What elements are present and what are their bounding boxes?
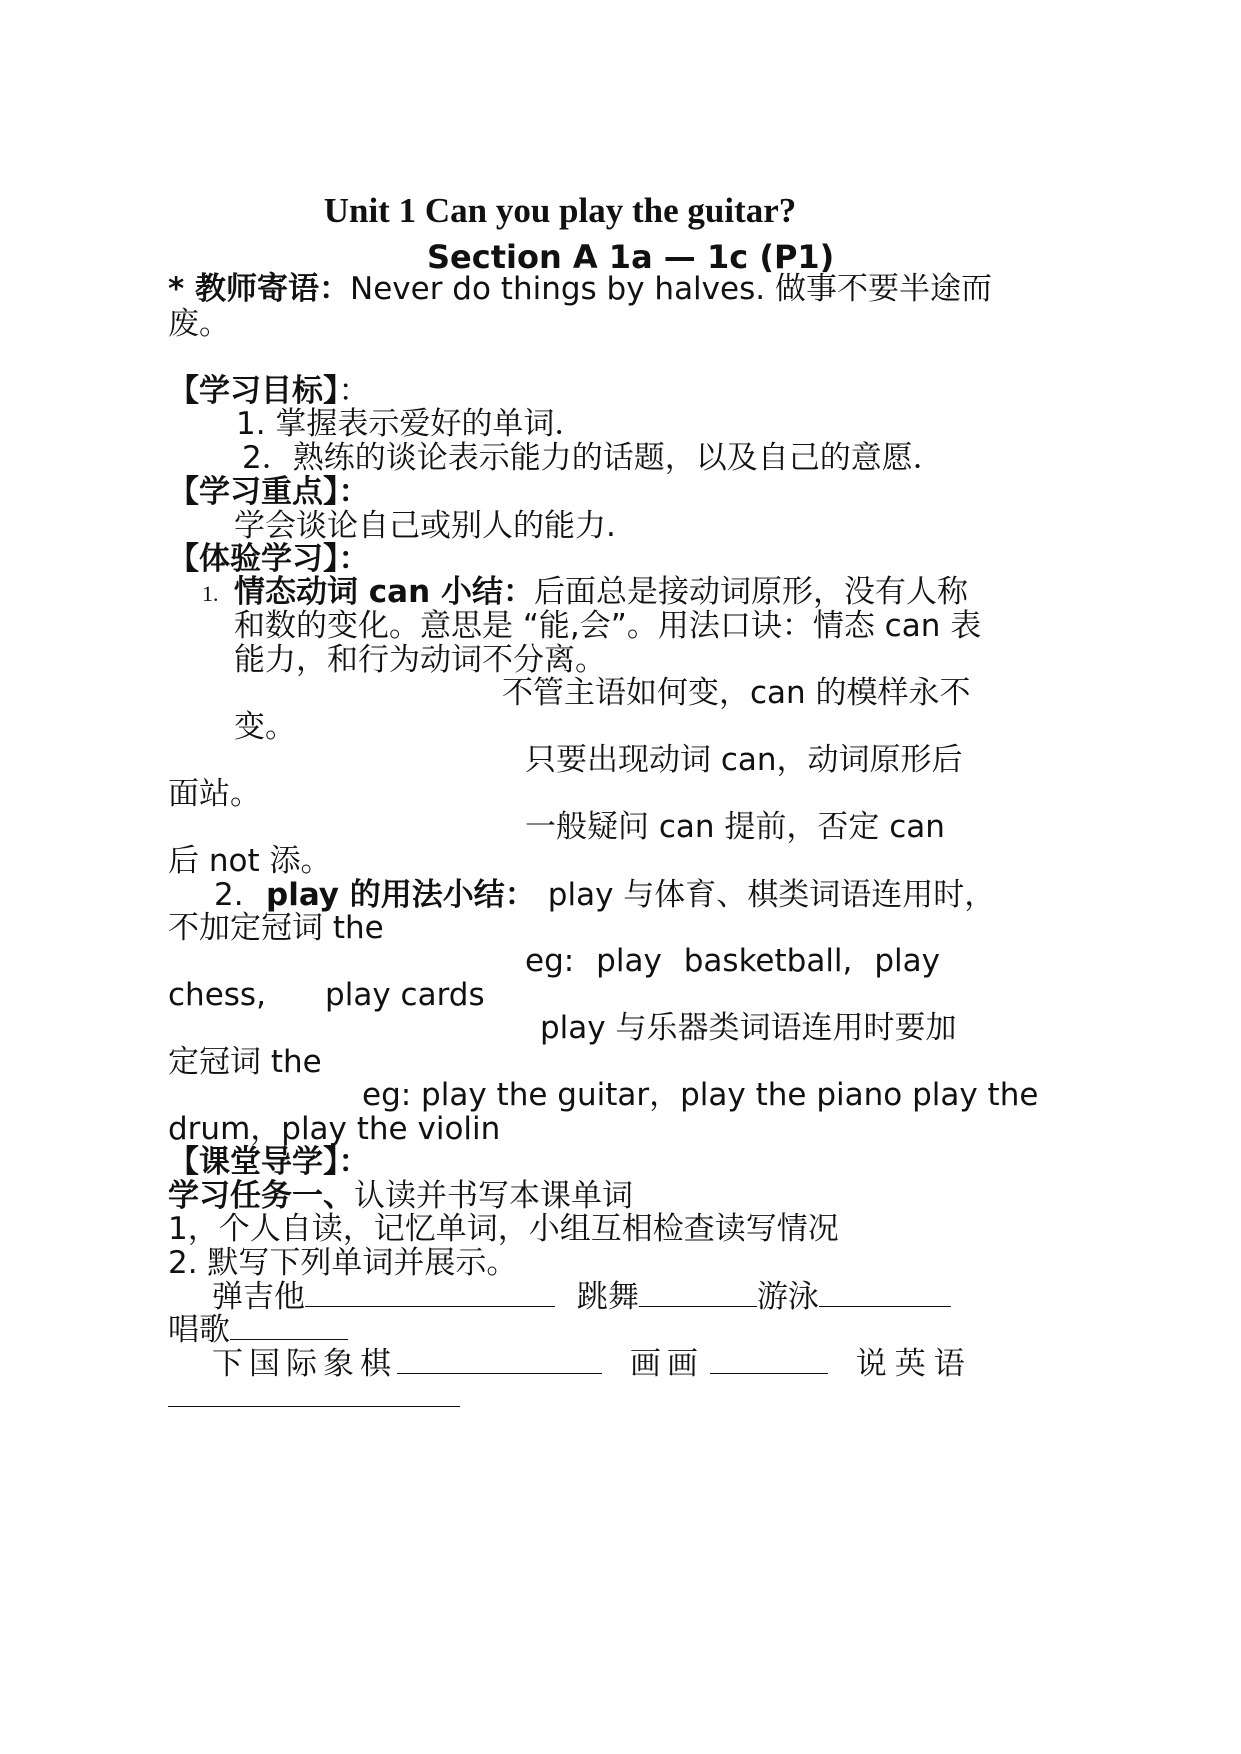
objective-item-2: 2．熟练的谈论表示能力的话题，以及自己的意愿． xyxy=(242,440,944,476)
answer-blank-english[interactable] xyxy=(168,1378,460,1407)
answer-blank-draw[interactable] xyxy=(710,1345,828,1374)
example-line-2-cont: drum，play the violin xyxy=(168,1111,501,1147)
item2-line1-cont: 不加定冠词 the xyxy=(168,910,384,946)
word-label-dance: 跳舞 xyxy=(576,1279,639,1315)
word-row-2-cont xyxy=(168,1378,460,1416)
word-row-1-cont xyxy=(168,1311,348,1349)
word-label-sing: 唱歌 xyxy=(168,1312,230,1348)
item2-number: 2. xyxy=(214,877,244,913)
example-line-1-cont: chess, play cards xyxy=(168,977,485,1013)
item1-line3: 能力，和行为动词不分离。 xyxy=(234,642,606,678)
item1-label: 情态动词 can 小结： xyxy=(234,574,534,610)
task-text: 认读并书写本课单词 xyxy=(354,1178,633,1214)
word-label-english: 说英语 xyxy=(855,1346,973,1382)
rhyme-line-1: 不管主语如何变，can 的模样永不 xyxy=(502,675,971,711)
rhyme-line-3-cont: 后 not 添。 xyxy=(168,843,332,879)
task-step-1: 1，个人自读，记忆单词，小组互相检查读写情况 xyxy=(168,1211,839,1247)
item1-line1 xyxy=(234,573,968,611)
item1-number: 1. xyxy=(202,581,219,606)
motto-prefix: * xyxy=(168,271,196,307)
answer-blank-chess[interactable] xyxy=(397,1345,602,1374)
example-line-1 xyxy=(525,942,940,980)
section-subtitle: Section A 1a — 1c (P1) xyxy=(427,238,835,276)
key-points-heading: 【学习重点】： xyxy=(168,474,370,510)
task-label: 学习任务一、 xyxy=(168,1178,354,1214)
answer-blank-guitar[interactable] xyxy=(305,1278,555,1307)
experience-heading: 【体验学习】： xyxy=(168,541,370,577)
motto-label: 教师寄语： xyxy=(195,271,351,307)
rhyme-line-2-cont: 面站。 xyxy=(168,776,261,812)
answer-blank-dance[interactable] xyxy=(639,1278,757,1307)
task-step-2: 2. 默写下列单词并展示。 xyxy=(168,1245,518,1281)
item2-text: play 与体育、棋类词语连用时， xyxy=(547,877,996,913)
motto-line xyxy=(168,270,992,308)
eg1-part-4: play xyxy=(874,943,940,979)
word-label-draw: 画画 xyxy=(629,1346,704,1382)
objectives-heading-colon: ： xyxy=(338,373,370,409)
eg1-part-1: eg: xyxy=(525,943,575,979)
page-title: Unit 1 Can you play the guitar? xyxy=(323,191,797,230)
eg1-part-3: basketball, xyxy=(683,943,853,979)
eg1-part-2: play xyxy=(596,943,662,979)
answer-blank-swim[interactable] xyxy=(819,1278,951,1307)
item1-line2: 和数的变化。意思是 “能,会”。用法口诀：情态 can 表 xyxy=(234,608,982,644)
motto-text: Never do things by halves. 做事不要半途而 xyxy=(350,271,992,307)
rhyme-line-2: 只要出现动词 can，动词原形后 xyxy=(525,742,963,778)
rule-line-2: play 与乐器类词语连用时要加 xyxy=(540,1010,957,1046)
word-label-chess: 下国际象棋 xyxy=(212,1346,397,1382)
motto-line-cont: 废。 xyxy=(168,306,230,342)
word-label-swim: 游泳 xyxy=(756,1279,819,1315)
objectives-heading-text: 【学习目标】 xyxy=(168,373,339,409)
item1-text: 后面总是接动词原形，没有人称 xyxy=(533,574,968,610)
rhyme-line-1-cont: 变。 xyxy=(234,709,296,745)
key-points-text: 学会谈论自己或别人的能力. xyxy=(234,508,616,544)
word-label-guitar: 弹吉他 xyxy=(212,1279,305,1315)
rhyme-line-3: 一般疑问 can 提前，否定 can xyxy=(525,809,945,845)
item2-label: play 的用法小结： xyxy=(266,877,536,913)
answer-blank-sing[interactable] xyxy=(230,1311,348,1340)
classroom-heading: 【课堂导学】： xyxy=(168,1144,370,1180)
objective-item-1: 1. 掌握表示爱好的单词． xyxy=(236,406,586,442)
example-line-2: eg: play the guitar，play the piano play the xyxy=(362,1077,1039,1113)
rule-line-2-cont: 定冠词 the xyxy=(168,1044,322,1080)
